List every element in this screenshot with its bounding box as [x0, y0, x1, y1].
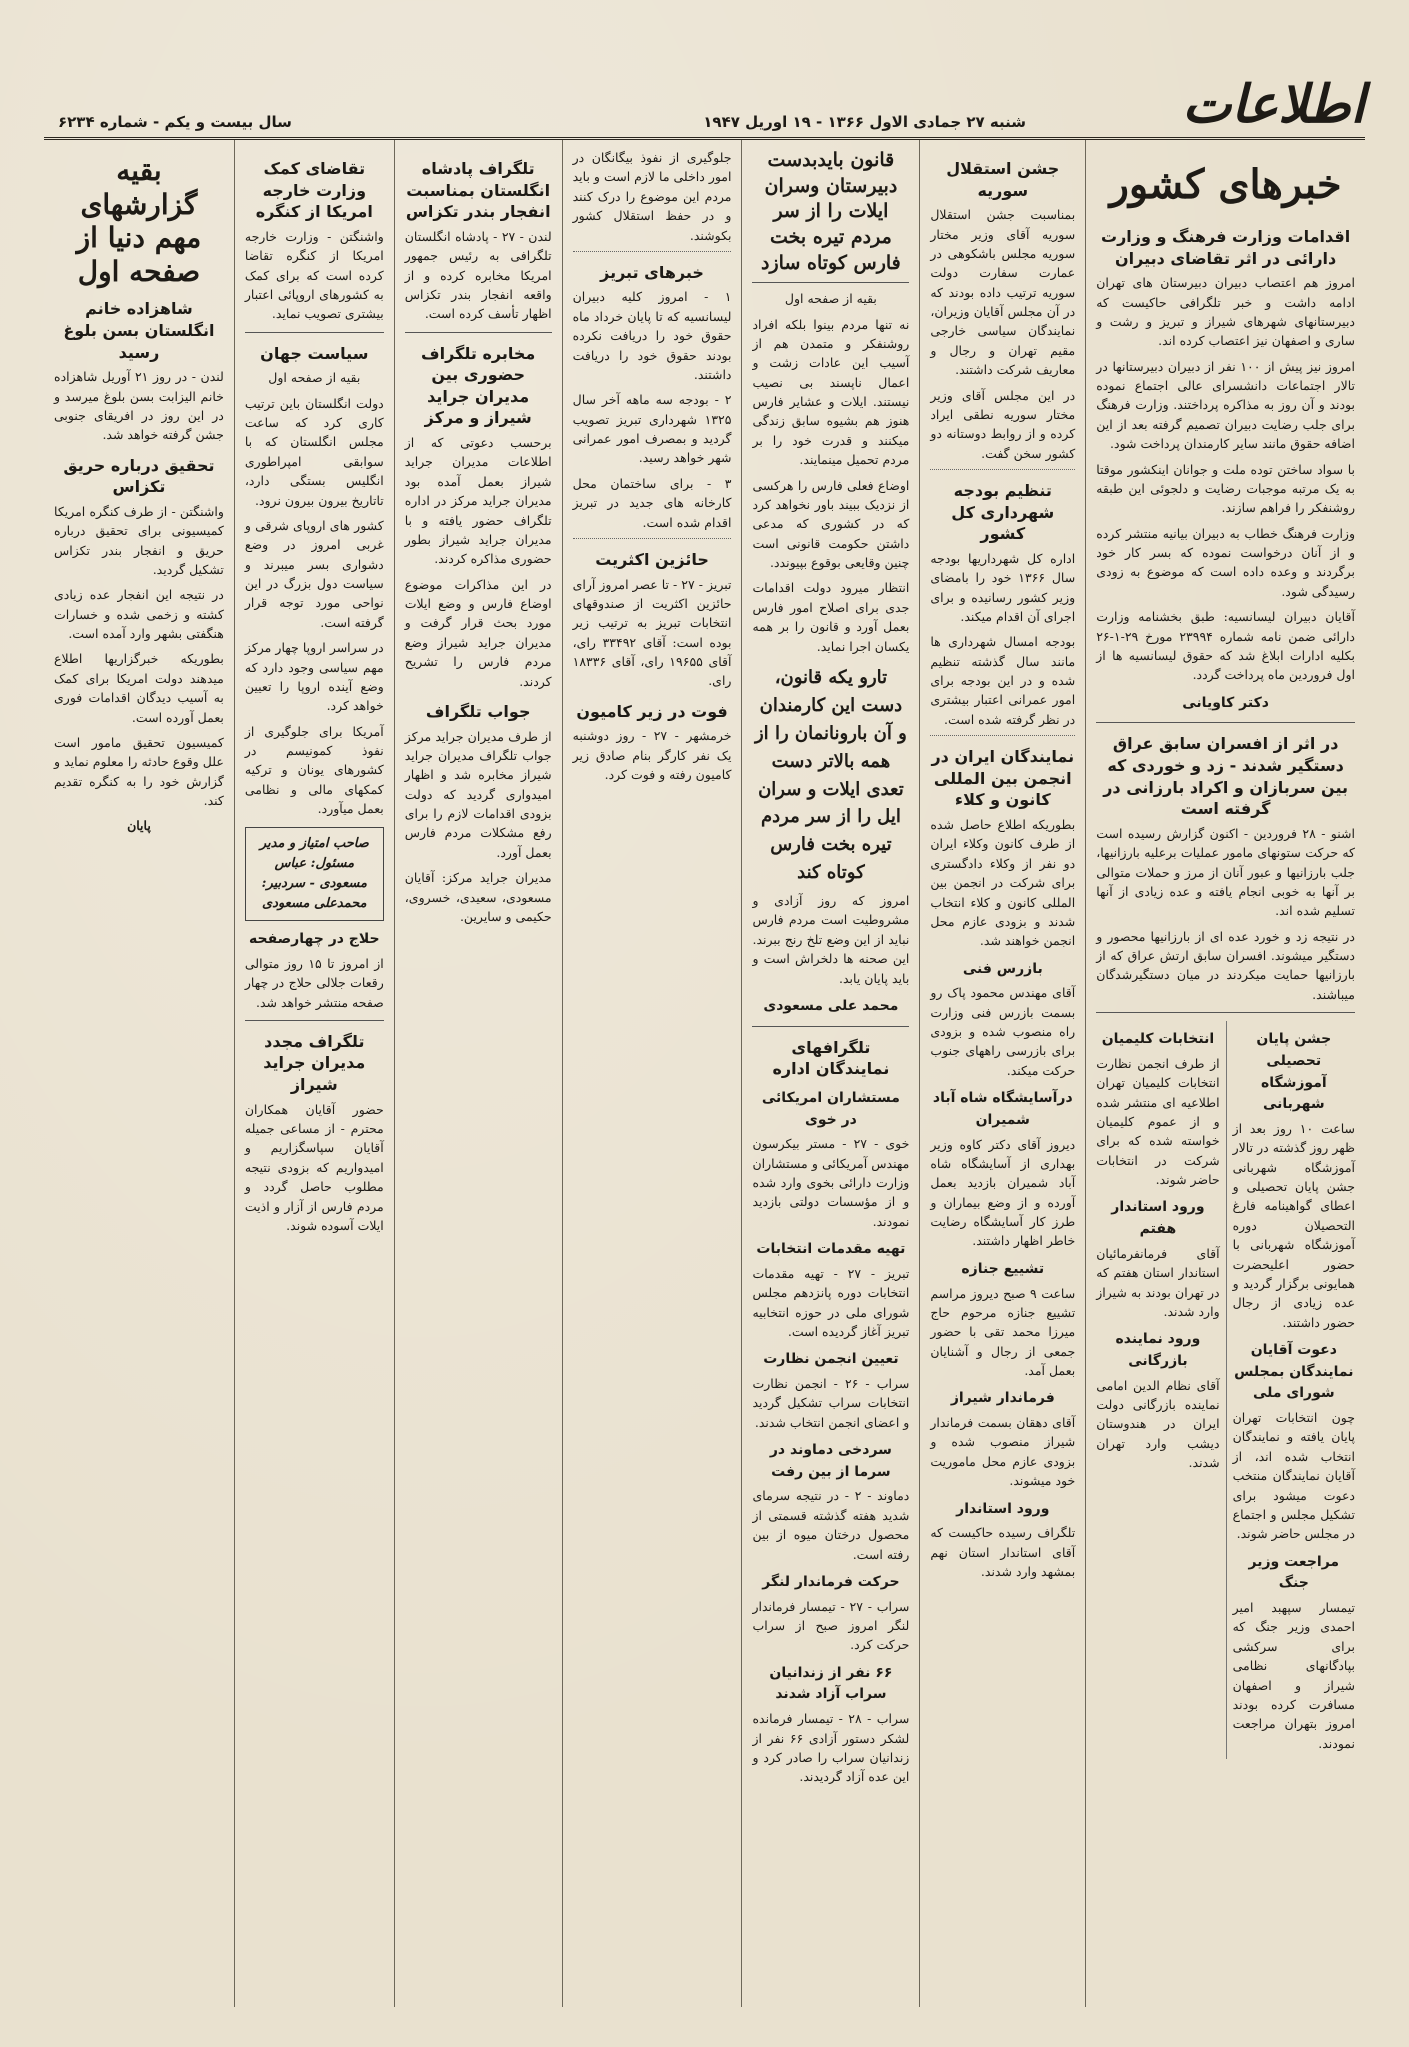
- paragraph: بودجه امسال شهرداری ها مانند سال گذشته تنظیم شده و در این بودجه برای امور عمرانی اعتبار بیشتری در نظر گرفته شده است.: [930, 634, 1076, 727]
- paragraph: از امروز تا ۱۵ روز متوالی رقعات جلالی حلاج در چهار صفحه منتشر خواهد شد.: [244, 955, 384, 1010]
- divider: [1096, 722, 1355, 723]
- headline: تلگراف مجدد مدیران جراید شیراز: [263, 1031, 366, 1095]
- headline: مخابره تلگراف حضوری بین مدیران جراید شیراز و مرکز: [421, 343, 536, 428]
- paragraph: آقای دهقان بسمت فرماندار شیراز منصوب شده و بزودی عازم محل ماموریت خود میشوند.: [930, 1415, 1076, 1489]
- columns: [44, 140, 1365, 2007]
- subheadline: ورود استاندار هفتم: [1111, 1199, 1205, 1238]
- divider: [752, 1026, 909, 1027]
- paragraph: امروز نیز پیش از ۱۰۰ نفر از دبیران دبیرستانها در تالار اجتماعات دانشسرای عالی اجتماع نموده بودند و آن روز به مذاکره پرداختند. وزارت فرهنگ برای جلب رضایت دبیران تصمیم گرفته بعد از این اضافه حقوق مانند سایر کارمندان پرداخت شود.: [1096, 358, 1355, 452]
- paragraph: آقای مهندس محمود پاک رو بسمت بازرس فنی وزارت راه منصوب شده و بزودی برای بازرسی راههای جنوب حرکت میکند.: [930, 985, 1076, 1078]
- paragraph: چون انتخابات تهران پایان یافته و نمایندگان انتخاب شده اند، از آقایان نمایندگان منتخب دعوت میشود برای تشکیل مجلس و اجتماع در مجلس حاضر شوند.: [1232, 1410, 1355, 1542]
- headline: حائزین اکثریت: [595, 549, 709, 569]
- issue-date: شنبه ۲۷ جمادی الاول ۱۳۶۶ - ۱۹ اوریل ۱۹۴۷: [703, 113, 1026, 131]
- paragraph: از طرف انجمن نظارت انتخابات کلیمیان تهران اطلاعیه ای منتشر شده و از عموم کلیمیان خواسته شده که برای شرکت در انتخابات حاضر شوند.: [1096, 1055, 1220, 1188]
- column-6: [919, 140, 1085, 2007]
- paragraph: دیروز آقای دکتر کاوه وزیر بهداری از آسایشگاه شاه آباد شمیران بازدید بعمل آورده و از وضع بیماران و طرز کار آسایشگاه رضایت خاطر اظهار داشتند.: [930, 1136, 1076, 1249]
- signature: دکتر کاویانی: [1182, 694, 1269, 711]
- sub-column: [1226, 1021, 1355, 1759]
- paragraph: واشنگتن - وزارت خارجه امریکا از کنگره تقاضا کرده است که برای کمک به کشورهای اروپائی اعتبار بیشتری تصویب نماید.: [244, 228, 384, 322]
- paragraph: مدیران جراید مرکز: آقایان مسعودی، سعیدی، خسروی، حکیمی و سایرین.: [404, 870, 552, 924]
- continued-note: بقیه از صفحه اول: [784, 291, 877, 307]
- divider: [245, 1020, 384, 1021]
- issue-number: سال بیست و یکم - شماره ۶۲۳۴: [58, 113, 292, 131]
- paragraph: بطوریکه خبرگزاریها اطلاع میدهند دولت امریکا برای کمک به آسیب دیدگان اقدامات فوری بعمل آورده است.: [54, 651, 224, 725]
- paragraph: خرمشهر - ۲۷ - روز دوشنبه یک نفر کارگر بنام صادق زیر کامیون رفته و فوت کرد.: [572, 728, 732, 783]
- paragraph: برحسب دعوتی که از اطلاعات مدیران جراید شیراز بعمل آمده بود مدیران جراید مرکز در اداره تلگراف حضور یافته و با مدیران جراید شیراز بطور حضوری مذاکره کردند.: [404, 435, 552, 567]
- masthead: [1040, 74, 1365, 135]
- divider: [573, 251, 732, 252]
- paragraph: کشور های اروپای شرقی و غربی امروز در وضع دشواری بسر میبرند و سیاست دول بزرگ در این نواحی مورد توجه قرار گرفته است.: [244, 517, 384, 630]
- subheadline: درآسایشگاه شاه آباد شمیران: [932, 1090, 1073, 1128]
- paragraph: در سراسر اروپا چهار مرکز مهم سیاسی وجود دارد که وضع آینده اروپا را تعیین خواهد کرد.: [244, 640, 384, 714]
- subheadline: فرماندار شیراز: [950, 1390, 1055, 1407]
- section-title: خبرهای کشور: [1109, 161, 1342, 208]
- paragraph: سراب - ۲۶ - انجمن نظارت انتخابات سراب تشکیل گردید و اعضای انجمن انتخاب شدند.: [752, 1375, 910, 1430]
- subheadline: بازرس فنی: [962, 960, 1043, 977]
- divider: [930, 735, 1075, 736]
- paragraph: بطوریکه اطلاع حاصل شده از طرف کانون وکلاء ایران دو نفر از وکلاء دادگستری برای شرکت در انجمن بین المللی کانون و کلاء انتخاب شدند و بزودی عازم محل انجمن خواهند شد.: [930, 817, 1076, 949]
- sub-column: [1096, 1021, 1225, 1759]
- headline: تنظیم بودجه شهرداری کل کشور: [951, 481, 1055, 544]
- subheadline: تعیین انجمن نظارت: [763, 1351, 899, 1368]
- paragraph: لندن - ۲۷ - پادشاه انگلستان تلگرافی به رئیس جمهور امریکا مخابره کرده و از واقعه انفجار بندر تکزاس اظهار تأسف کرده است.: [404, 228, 552, 322]
- divider: [1096, 1012, 1355, 1013]
- headline: تلگراف پادشاه انگلستان بمناسبت انفجار بندر تکزاس: [405, 159, 551, 222]
- subheadline: تهیه مقدمات انتخابات: [756, 1241, 906, 1258]
- paragraph: تیمسار سپهبد امیر احمدی وزیر جنگ که برای سرکشی بپادگانهای نظامی شیراز و اصفهان مسافرت کرده بودند امروز بتهران مراجعت نمودند.: [1232, 1600, 1355, 1751]
- paragraph: وزارت فرهنگ خطاب به دبیران بیانیه منتشر کرده و از آنان درخواست نموده که بسر کار خود برگردند و وعده داده است که موضوع به زودی رسیدگی شود.: [1096, 525, 1355, 599]
- headline: شاهزاده خانم انگلستان بسن بلوغ رسید: [63, 299, 215, 362]
- subheadline: ۶۶ نفر از زندانیان سراب آزاد شدند: [769, 1664, 893, 1703]
- paragraph: در این مجلس آقای وزیر مختار سوریه نطقی ایراد کرده و از روابط دوستانه دو کشور سخن گفت.: [930, 387, 1076, 461]
- paragraph: بمناسبت جشن استقلال سوریه آقای وزیر مختار سوریه مجلس باشکوهی در عمارت سفارت دولت سوریه ترتیب داده بودند که در آن مجلس آقایان وزیران، نمایندگان سیاسی خارجی مقیم تهران و رجال و معاریف شرکت داشتند.: [930, 207, 1076, 378]
- headline: خبرهای تبریز: [600, 262, 704, 282]
- divider: [930, 469, 1075, 470]
- headline: تحقیق درباره حریق تکزاس: [63, 455, 215, 497]
- headline: جواب تلگراف: [425, 701, 531, 721]
- paragraph: تبریز - ۲۷ - تهیه مقدمات انتخابات دوره پانزدهم مجلس شورای ملی در حوزه انتخابیه تبریز آغاز گردیده است.: [752, 1265, 910, 1339]
- dateline: [44, 113, 1040, 131]
- paragraph: با سواد ساختن توده ملت و جوانان اینکشور موقتا به یک مرتبه موجبات رضایت و دلجوئی این طبقه روشنفکر را فراهم سازند.: [1096, 461, 1355, 516]
- paragraph: آقای نظام الدین امامی نماینده بازرگانی دولت ایران در هندوستان دیشب وارد تهران شدند.: [1096, 1377, 1220, 1471]
- paragraph: از طرف مدیران جراید مرکز جواب تلگراف مدیران جراید شیراز مخابره شد و اظهار امیدواری گردید که دولت بزودی اقدامات لازم را برای رفع مشکلات مردم فارس بعمل آورد.: [404, 728, 552, 860]
- divider: [245, 332, 384, 333]
- paragraph: اداره کل شهرداریها بودجه سال ۱۳۶۶ خود را بامضای وزیر کشور رسانیده و برای اجرای آن اقدام میکند.: [930, 550, 1076, 624]
- paragraph: جلوگیری از نفوذ بیگانگان در امور داخلی ما لازم است و باید مردم این موضوع را درک کنند و در حفظ استقلال کشور بکوشند.: [572, 150, 732, 243]
- paragraph: انتظار میرود دولت اقدامات جدی برای اصلاح امور فارس بعمل آورد و قانون را بر همه یکسان اجرا نماید.: [752, 580, 910, 654]
- column-5: [741, 140, 919, 2007]
- paragraph: ساعت ۹ صبح دیروز مراسم تشییع جنازه مرحوم حاج میرزا محمد تقی با حضور جمعی از رجال و آشنایان بعمل آمد.: [930, 1285, 1076, 1378]
- subheadline: سردخی دماوند در سرما از بین رفت: [769, 1442, 892, 1480]
- headline: جشن استقلال سوریه: [946, 159, 1060, 200]
- newspaper-logo: اطلاعات: [1182, 74, 1365, 135]
- subheadline: مستشاران امریکائی در خوی: [761, 1089, 900, 1128]
- paragraph: نه تنها مردم بینوا بلکه افراد روشنفکر و متمدن هم از آسیب این عادات زشت و اعمال ناپسند بی نصیب نیستند. ایلات و عشایر فارس هنوز هم بشیوه سابق زندگی میکنند و قدرت خود را بر مردم تحمیل مینمایند.: [752, 316, 910, 468]
- subheadline: حرکت فرماندار لنگر: [762, 1573, 900, 1590]
- headline: نمایندگان ایران در انجمن بین المللی کانون و کلاء: [931, 747, 1075, 810]
- headline: تلگرافهای نمایندگان اداره: [772, 1037, 890, 1079]
- header-bar: [44, 40, 1365, 140]
- paragraph: در نتیجه زد و خورد عده ای از بارزانیها محصور و دستگیر میشوند. افسران سابق ارتش عراق که از بارزانیها حمایت میکردند در میان دستگیرشدگان میباشند.: [1096, 928, 1355, 1002]
- headline: سیاست جهان: [260, 343, 369, 363]
- column-3: [394, 140, 562, 2007]
- banner-headline: بقیه گزارشهای مهم دنیا از صفحه اول: [76, 154, 202, 288]
- paragraph: ۳ - برای ساختمان محل کارخانه های جدید در تبریز اقدام شده است.: [572, 475, 732, 530]
- paragraph: ۱ - امروز کلیه دبیران لیسانسیه که تا پایان خرداد ماه حقوق خود را دریافت نکرده بودند حقوق خود را دریافت داشتند.: [572, 289, 732, 382]
- subheadline: جشن پایان تحصیلی آموزشگاه شهربانی: [1256, 1031, 1332, 1113]
- subheadline: انتخابات کلیمیان: [1101, 1031, 1215, 1048]
- paragraph: در این مذاکرات موضوع اوضاع فارس و وضع ایلات مورد بحث قرار گرفت و مدیران جراید شیراز وضع مردم فارس را تشریح کردند.: [404, 576, 552, 689]
- paragraph: تلگراف رسیده حاکیست که آقای استاندار استان نهم بمشهد وارد شدند.: [930, 1525, 1076, 1579]
- publisher-signature: صاحب امتیاز و مدیر مسئول: عباس مسعودی - سردبیر: محمدعلی مسعودی: [245, 827, 384, 922]
- subheadline: ورود استاندار: [956, 1500, 1050, 1517]
- paragraph: اوضاع فعلی فارس را هرکسی از نزدیک ببیند باور نخواهد کرد که در کشوری که مدعی داشتن حکومت قانونی است چنین وقایعی بوقوع بپیوندد.: [752, 477, 910, 571]
- column-2: [234, 140, 394, 2007]
- paragraph: آقای فرمانفرمائیان استاندار استان هفتم که در تهران بودند به شیراز وارد شدند.: [1096, 1245, 1220, 1319]
- headline: اقدامات وزارت فرهنگ و وزارت دارائی در اثر تقاضای دبیران: [1101, 227, 1351, 268]
- divider: [573, 538, 732, 539]
- paragraph: ساعت ۱۰ روز بعد از ظهر روز گذشته در تالار آموزشگاه شهربانی جشن پایان تحصیلی و اعطای گواهینامه فارغ التحصیلان دوره آموزشگاه شهربانی با حضور اعلیحضرت همایونی برگزار گردید و عده زیادی از رجال حضور داشتند.: [1232, 1120, 1355, 1330]
- paragraph: آقایان دبیران لیسانسیه: طبق بخشنامه وزارت دارائی ضمن نامه شماره ۲۳۹۹۴ مورخ ۲۹-۱-۲۶ بکلیه ادارات ابلاغ شد که حقوق لیسانسیه ها از اول فروردین ماه پرداخت گردد.: [1096, 609, 1355, 683]
- column-1: [44, 140, 234, 2007]
- paragraph: در نتیجه این انفجار عده زیادی کشته و زخمی شده و خسارات هنگفتی بشهر وارد آمده است.: [54, 587, 224, 642]
- subheadline: دعوت آقایان نمایندگان بمجلس شورای ملی: [1234, 1342, 1354, 1402]
- sub-columns: [1096, 1021, 1355, 1759]
- paragraph: لندن - در روز ۲۱ آوریل شاهزاده خانم الیزابت بسن بلوغ میرسد و در این روز در افریقای جنوبی جشن گرفته خواهد شد.: [54, 369, 224, 443]
- column-national-news: [1085, 140, 1365, 2007]
- headline: تقاضای کمک وزارت خارجه امریکا از کنگره: [255, 159, 373, 222]
- paragraph: اشنو - ۲۸ فروردین - اکنون گزارش رسیده است که حرکت ستونهای مامور عملیات برعلیه بارزانیها، جلب بارزانیها و عبور آنان از مرز و حملات متوالی بر آنها به خوبی انجام یافته و عده زیادی از آنها تسلیم شده اند.: [1096, 825, 1355, 919]
- paragraph: سراب - ۲۸ - تیمسار فرمانده لشکر دستور آزادی ۶۶ نفر از زندانیان سراب را صادر کرد و این عده آزاد گردیدند.: [752, 1711, 910, 1785]
- paragraph: تبریز - ۲۷ - تا عصر امروز آرای حائزین اکثریت از صندوقهای انتخابات تبریز به ترتیب زیر بوده است: آقای ۳۳۴۹۲ رای، آقای ۱۹۶۵۵ رای، آقای ۱۸۳۳۶ رای.: [572, 576, 732, 689]
- signature: محمد علی مسعودی: [763, 997, 899, 1014]
- paragraph: دولت انگلستان باین ترتیب کاری کرد که ساعت مجلس انگلستان که با سوابقی امپراطوری انگلیس بستگی دارد، تاتاریخ بیرون بیرون نرود.: [244, 395, 384, 508]
- subheadline: مراجعت وزیر جنگ: [1248, 1553, 1340, 1592]
- paragraph: ۲ - بودجه سه ماهه آخر سال ۱۳۲۵ شهرداری تبریز تصویب گردید و بمصرف امور عمرانی شهر خواهد رسید.: [572, 392, 732, 466]
- end-note: پایان: [127, 818, 151, 834]
- paragraph: حضور آقایان همکاران محترم - از مساعی جمیله آقایان سپاسگزاریم و امیدواریم که بزودی نتیجه مطلوب حاصل گردد و مردم فارس از آزار و اذیت ایلات آسوده شوند.: [244, 1101, 384, 1233]
- paragraph: امروز هم اعتصاب دبیران دبیرستان های تهران ادامه داشت و خبر تلگرافی حاکیست که دبیرستانهای شهرهای شیراز و تبریز و رشت و ساری و اصفهان نیز اعتصاب کرده اند.: [1096, 275, 1355, 349]
- paragraph: واشنگتن - از طرف کنگره امریکا کمیسیونی برای تحقیق درباره حریق و انفجار بندر تکزاس تشکیل گردید.: [54, 503, 224, 577]
- headline: فوت در زیر کامیون: [576, 701, 728, 721]
- column-4: [562, 140, 742, 2007]
- headline: در اثر از افسران سابق عراق دستگیر شدند - زد و خوردی که بین سربازان و اکراد بارزانی در گرفته است: [1103, 734, 1348, 819]
- paragraph: خوی - ۲۷ - مستر بیکرسون مهندس آمریکائی و مستشاران وزارت دارائی بخوی وارد شده و از مؤسسات دولتی بازدید نمودند.: [752, 1136, 910, 1229]
- subheadline: ورود نماینده بازرگانی: [1115, 1331, 1201, 1369]
- headline: تارو یکه قانون، دست این کارمندان و آن بارونانمان را از همه بالاتر دست تعدی ایلات و سران ایل را از سر مردم تیره بخت فارس کوتاه کند: [754, 666, 907, 884]
- paragraph: امروز که روز آزادی و مشروطیت است مردم فارس نباید از این وضع تلخ رنج ببرند. این صحنه ها دلخراش است و باید پایان یابد.: [752, 893, 910, 986]
- headline: قانون بایدبدست دبیرستان وسران ایلات را از سر مردم تیره بخت فارس کوتاه سازد: [752, 148, 909, 283]
- paragraph: کمیسیون تحقیق مامور است علل وقوع حادثه را معلوم نماید و گزارش خود را به کنگره تقدیم کند.: [54, 734, 224, 809]
- continued-note: بقیه از صفحه اول: [268, 370, 361, 386]
- subheadline: تشییع جنازه: [961, 1260, 1045, 1277]
- paragraph: سراب - ۲۷ - تیمسار فرماندار لنگر امروز صبح از سراب حرکت کرد.: [752, 1598, 910, 1653]
- subheadline: حلاج در چهارصفحه: [248, 931, 380, 948]
- divider: [405, 332, 552, 333]
- paragraph: آمریکا برای جلوگیری از نفوذ کمونیسم در کشورهای یونان و ترکیه کمکهای مالی و نظامی بعمل میآورد.: [244, 723, 384, 817]
- paragraph: دماوند - ۲ - در نتیجه سرمای شدید هفته گذشته قسمتی از محصول درختان میوه از بین رفته است.: [752, 1488, 910, 1562]
